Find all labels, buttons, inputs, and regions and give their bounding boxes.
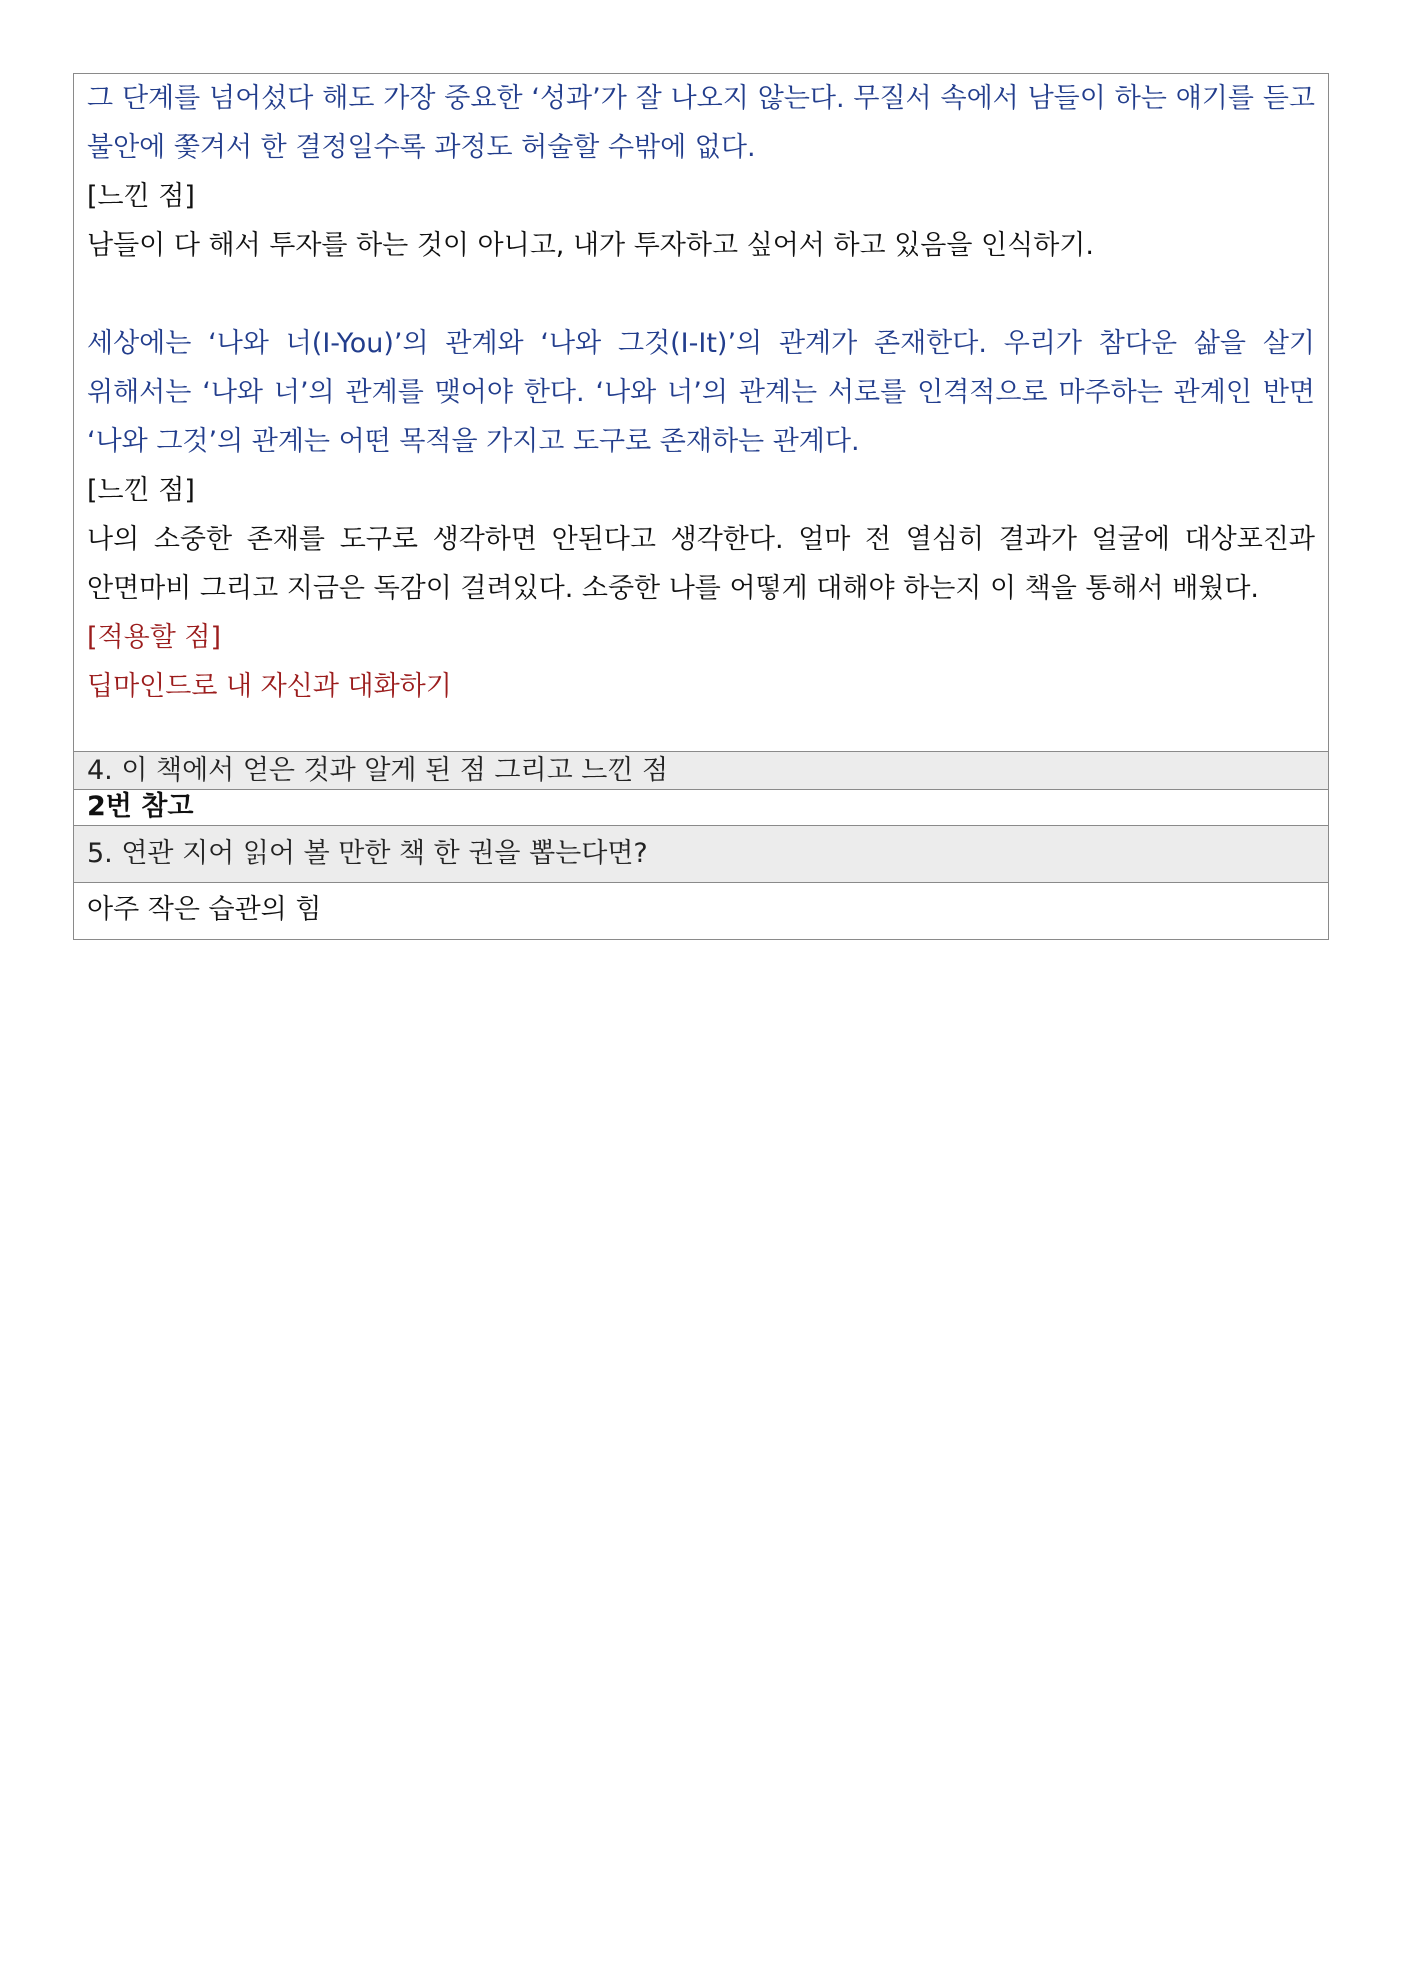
answer-5-row <box>74 883 1328 939</box>
apply-text: 딥마인드로 내 자신과 대화하기 <box>87 671 452 702</box>
paragraph-gap <box>87 270 1315 319</box>
felt-note-2: 나의 소중한 존재를 도구로 생각하면 안된다고 생각한다. 얼마 전 열심히 결과가 얼굴에 대상포진과 안면마비 그리고 지금은 독감이 걸려있다. 소중한 나를 어떻게 대해야 하는지 이 책을 통해서 배웠다. <box>87 524 1315 604</box>
quote-paragraph-2: 세상에는 ‘나와 너(I-You)’의 관계와 ‘나와 그것(I-It)’의 관계가 존재한다. 우리가 참다운 삶을 살기 위해서는 ‘나와 너’의 관계를 맺어야 한다. ‘나와 너’의 관계는 서로를 인격적으로 마주하는 관계인 반면 ‘나와 그것’의 관계는 어떤 목적을 가지고 도구로 존재하는 관계다. <box>87 328 1315 457</box>
question-4-text: 4. 이 책에서 얻은 것과 알게 된 점 그리고 느낀 점 <box>87 755 669 786</box>
answer-5-text: 아주 작은 습관의 힘 <box>87 894 322 925</box>
answer-4-row <box>74 790 1328 826</box>
apply-label: [적용할 점] <box>87 622 221 653</box>
felt-note-1: 남들이 다 해서 투자를 하는 것이 아니고, 내가 투자하고 싶어서 하고 있음을 인식하기. <box>87 230 1094 261</box>
question-4-row <box>74 752 1328 790</box>
review-table <box>73 73 1329 940</box>
quote-paragraph-1: 그 단계를 넘어섰다 해도 가장 중요한 ‘성과’가 잘 나오지 않는다. 무질서 속에서 남들이 하는 얘기를 듣고 불안에 쫓겨서 한 결정일수록 과정도 허술할 수밖에 없다. <box>87 83 1315 163</box>
content-cell <box>74 74 1328 752</box>
question-5-row <box>74 826 1328 883</box>
answer-4-text: 2번 참고 <box>87 791 194 822</box>
felt-label-2: [느낀 점] <box>87 475 195 506</box>
question-5-text: 5. 연관 지어 읽어 볼 만한 책 한 권을 뽑는다면? <box>87 838 648 869</box>
felt-label-1: [느낀 점] <box>87 181 195 212</box>
